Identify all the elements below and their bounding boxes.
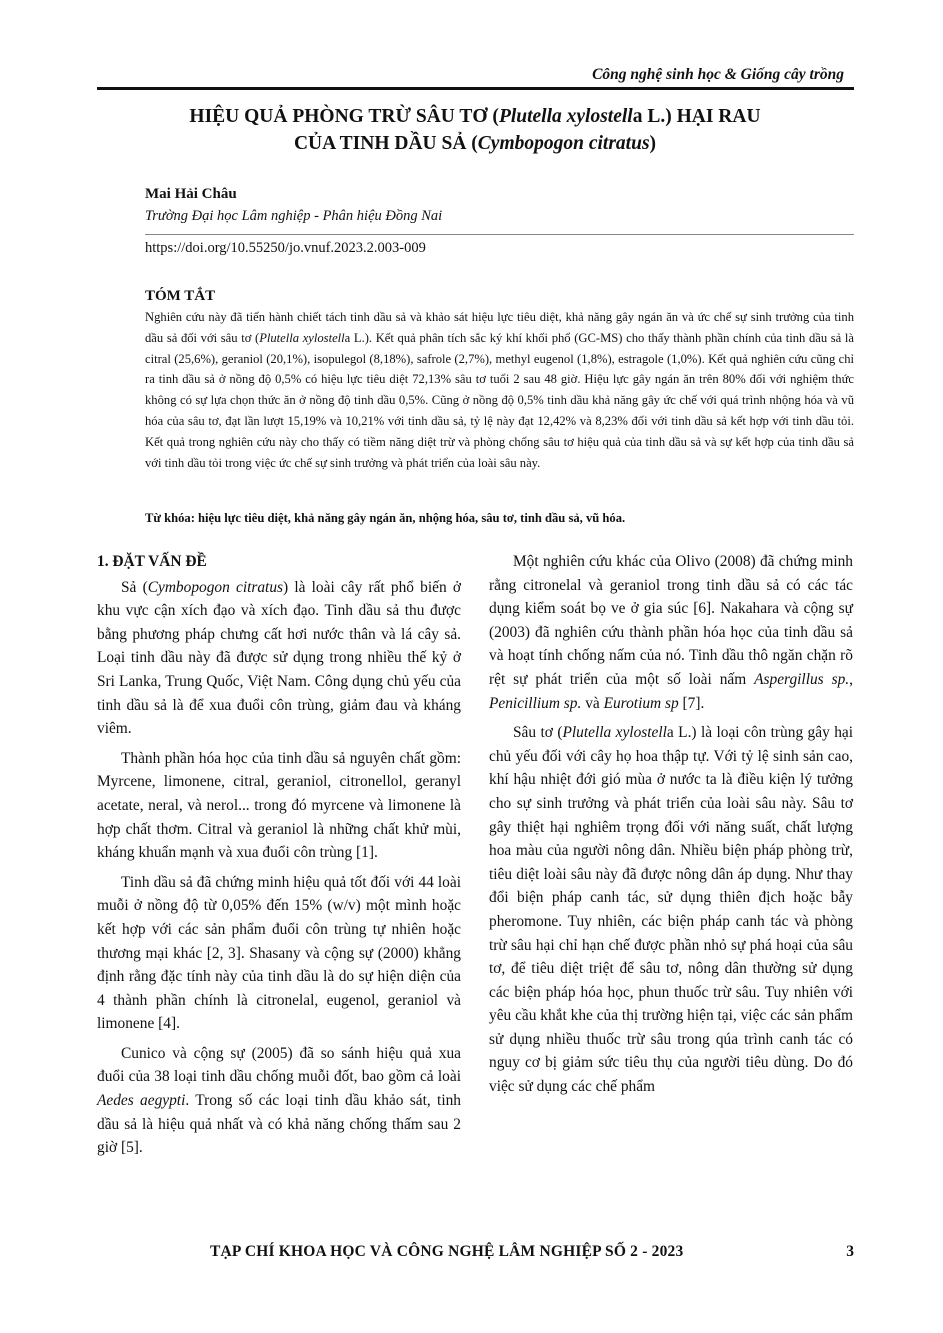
left-column: [97, 550, 461, 1160]
abstract-body: [145, 307, 854, 473]
header-rule: [97, 87, 854, 90]
paragraph: [489, 721, 853, 1099]
species-name: Plutella xylostell: [562, 724, 667, 742]
paragraph-text: Sả (: [121, 578, 148, 596]
abstract-text: a L.). Kết quả phân tích sắc ký khí khối phổ (GC-MS) cho thấy thành phần chính của tinh dầu sả là citral (25,6%), geraniol (20,1%), isopulegol (8,18%), safrole (2,7%), methyl eugenol (1,8%), estragole (1,0%). Kết quả nghiên cứu cũng chỉ ra tinh dầu sả ở nồng độ 0,5% có hiệu lực tiêu diệt 72,13% sâu tơ tuổi 2 sau 48 giờ. Hiệu lực gây ngán ăn trên 80% đối với nghiệm thức không có sự lựa chọn thức ăn ở nồng độ tinh dầu 0,5%. Cũng ở nồng độ 0,5% tinh dầu khả năng gây ức chế với quá trình nhộng hóa và vũ hóa của sâu tơ, đạt lần lượt 15,19% và 10,21% với tinh dầu sả, tỷ lệ này đạt 12,42% và 8,23% đối với tinh dầu sả kết hợp với tinh dầu tỏi. Kết quả trong nghiên cứu này cho thấy có tiềm năng diệt trừ và phòng chống sâu tơ hiệu quả của tinh dầu sả và sự kết hợp của tinh dầu sả với tinh dầu tỏi trong việc ức chế sự sinh trưởng và phát triển của loài sâu này.: [145, 330, 854, 470]
page-number: 3: [846, 1243, 854, 1260]
title-species: Cymbopogon citratus: [477, 133, 650, 154]
paper-title: [120, 103, 830, 157]
journal-name: TẠP CHÍ KHOA HỌC VÀ CÔNG NGHỆ LÂM NGHIỆP SỐ 2 - 2023: [210, 1243, 684, 1260]
title-species: Plutella xylostell: [498, 106, 633, 127]
doi-link[interactable]: https://doi.org/10.55250/jo.vnuf.2023.2.003-009: [145, 240, 426, 256]
species-name: Aedes aegypti: [97, 1092, 186, 1110]
paragraph-text: a L.) là loại côn trùng gây hại chủ yếu đối với cây họ hoa thập tự. Với tỷ lệ sinh sản cao, khí hậu nhiệt đới gió mùa ở nước ta là điều kiện lý tưởng cho sự sinh trưởng và phát triển của loài sâu này. Sâu tơ gây thiệt hại nghiêm trọng đối với năng suất, chất lượng hoa màu của người nông dân. Nhiều biện pháp phòng trừ, tiêu diệt loài sâu này đã được nông dân áp dụng. Như thay đổi biện pháp canh tác, sử dụng thiên địch hoặc bẫy pheromone. Tuy nhiên, các biện pháp canh tác và phòng trừ sâu hại chỉ hạn chế được phần nhỏ sự phá hoại của sâu tơ, để tiêu diệt triệt để sâu tơ, nông dân thường sử dụng các biện pháp hóa học, phun thuốc trừ sâu. Tuy nhiên với yêu cầu khắt khe của thị trường hiện tại, việc các sản phẩm sử dụng nhiều thuốc trừ sâu trong qúa trình canh tác có nguy cơ bị giảm sức tiêu thụ của người tiêu dùng. Do đó việc sử dụng các chế phẩm: [489, 724, 854, 1096]
section-heading: 1. ĐẶT VẤN ĐỀ: [97, 553, 207, 570]
paragraph: [97, 1042, 461, 1160]
abstract-heading: TÓM TẮT: [145, 288, 216, 304]
author-affiliation: Trường Đại học Lâm nghiệp - Phân hiệu Đồng Nai: [145, 208, 443, 224]
doi-divider: [145, 234, 854, 235]
author-name: Mai Hải Châu: [145, 186, 237, 202]
paragraph: [97, 576, 461, 741]
paragraph-text: và: [581, 694, 604, 712]
running-header: [97, 60, 854, 96]
paragraph-text: ) là loài cây rất phổ biến ở khu vực cận xích đạo và xích đạo. Tinh dầu sả thu được bằng phương pháp chưng cất hơi nước thân và lá cây sả. Loại tinh dầu này đã được sử dụng trong nhiều thế kỷ ở Sri Lanka, Trung Quốc, Việt Nam. Công dụng chủ yếu của tinh dầu sả là để xua đuổi côn trùng, giảm đau và kháng viêm.: [97, 578, 461, 738]
species-name: Aspergillus sp.: [754, 670, 850, 688]
title-text: HIỆU QUẢ PHÒNG TRỪ SÂU TƠ (: [189, 106, 499, 127]
title-text: CỦA TINH DẦU SẢ (: [293, 133, 478, 154]
abstract-text: Nghiên cứu này đã tiến hành chiết tách tinh dầu sả và khảo sát hiệu lực tiêu diệt, khả năng gây ngán ăn và ức chế sự sinh trưởng của tinh dầu sả đối với sâu tơ (: [145, 310, 854, 345]
paragraph-text: . Trong số các loại tinh dầu khảo sát, tinh dầu sả là hiệu quả nhất và có khả năng chống thấm sau 2 giờ [5].: [97, 1092, 461, 1157]
abstract-species: Plutella xylostell: [259, 330, 345, 345]
species-name: Eurotium sp: [603, 694, 679, 712]
species-name: Cymbopogon citratus: [147, 578, 284, 596]
running-head-text: Công nghệ sinh học & Giống cây trồng: [592, 66, 844, 83]
paragraph: Thành phần hóa học của tinh dầu sả nguyên chất gồm: Myrcene, limonene, citral, geraniol, citronellol, geranyl acetate, neral, và nerol... trong đó myrcene và limonene là hợp chất thơm. Citral và geraniol là những chất khử mùi, kháng khuẩn mạnh và xua đuổi côn trùng [1].: [97, 749, 461, 862]
title-text: a L.) HẠI RAU: [632, 106, 761, 127]
species-name: Penicillium sp.: [489, 694, 582, 712]
page-footer: [97, 1243, 854, 1267]
paragraph-text: Cunico và cộng sự (2005) đã so sánh hiệu quả xua đuổi của 38 loại tinh dầu chống muỗi đốt, bao gồm cả loài: [97, 1044, 461, 1086]
paragraph-text: Sâu tơ (: [513, 724, 563, 742]
keywords: Từ khóa: hiệu lực tiêu diệt, khả năng gây ngán ăn, nhộng hóa, sâu tơ, tinh dầu sả, vũ hóa.: [145, 511, 626, 525]
paragraph-text: Một nghiên cứu khác của Olivo (2008) đã chứng minh rằng citronelal và geraniol trong tinh dầu sả có các tác dụng kiểm soát bọ ve ở gia súc [6]. Nakahara và cộng sự (2003) đã nghiên cứu thành phần hóa học của tinh dầu sả và hoạt tính chống nấm của nó. Tinh dầu thô ngăn chặn rõ rệt sự phát triển của một số loài nấm: [489, 553, 853, 688]
paragraph-text: [7].: [678, 694, 705, 712]
right-column: [489, 550, 853, 1099]
title-text: ): [649, 133, 657, 154]
paragraph-text: ,: [849, 670, 853, 688]
paragraph: Tinh dầu sả đã chứng minh hiệu quả tốt đối với 44 loài muỗi ở nồng độ từ 0,05% đến 15% (w/v) một mình hoặc kết hợp với các sản phẩm đuổi côn trùng tự nhiên hoặc thương mại khác [2, 3]. Shasany và cộng sự (2000) khẳng định rằng đặc tính này của tinh dầu là do sự hiện diện của 4 thành phần chính là citronelal, eugenol, geraniol và limonene [4].: [97, 873, 461, 1033]
paragraph: [489, 550, 853, 715]
